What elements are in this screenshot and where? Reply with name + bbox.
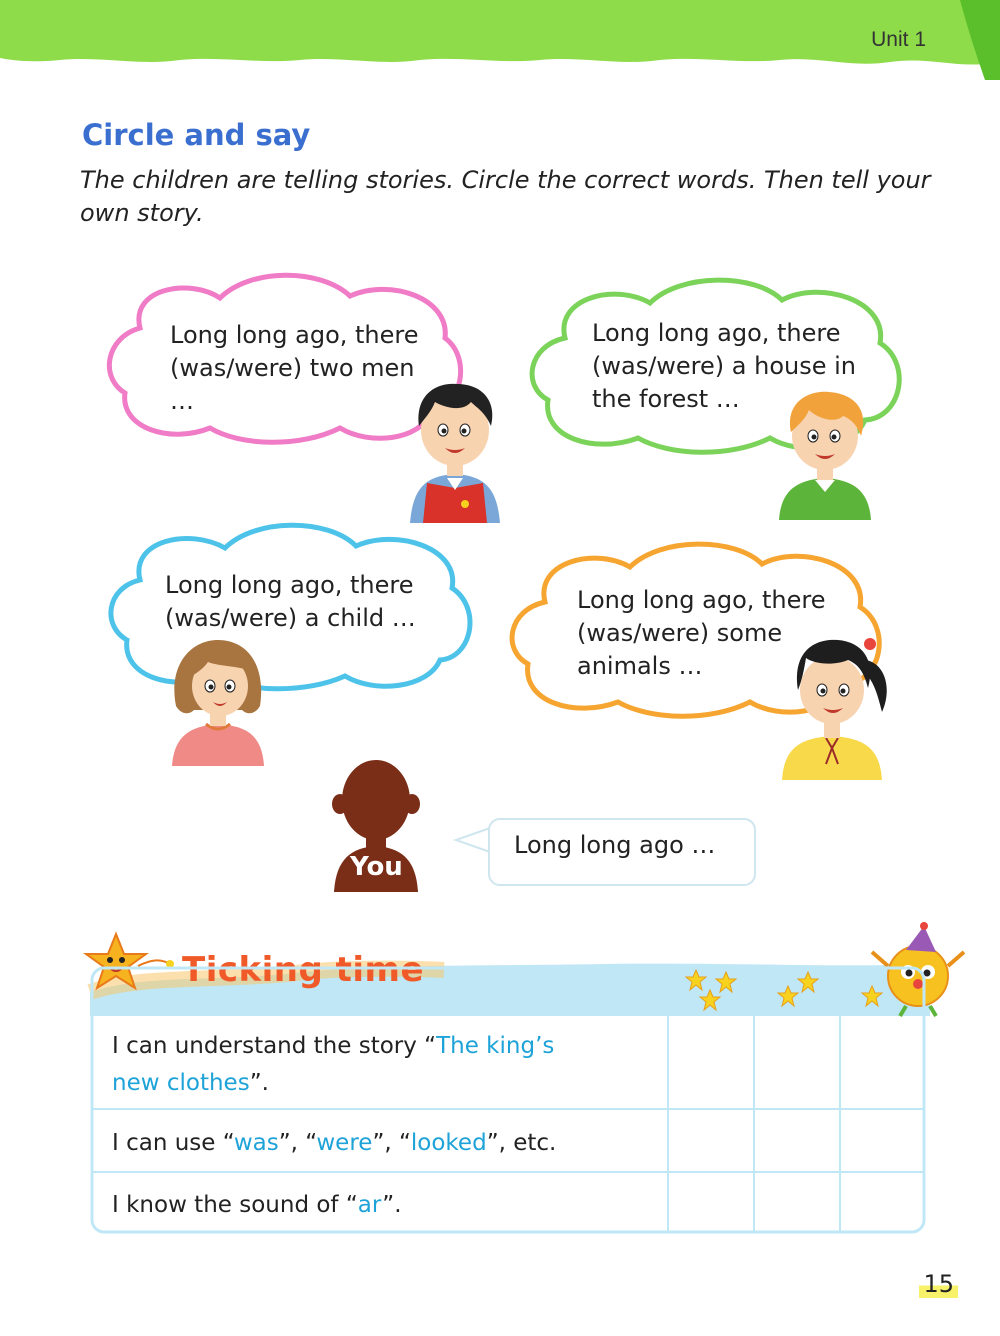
row-2-highlight-b: were	[316, 1130, 373, 1156]
girl-black-hair-illustration	[778, 630, 893, 780]
bubble-1-line-2: (was/were) two men	[170, 354, 415, 382]
page-number: 15	[919, 1270, 958, 1298]
bubble-3-text	[165, 569, 416, 635]
bubble-1-text	[170, 319, 419, 418]
bubble-4-line-1: Long long ago, there	[577, 586, 826, 614]
section-title: Circle and say	[82, 118, 311, 152]
row-2-highlight-c: looked	[410, 1130, 487, 1156]
you-speech-text: Long long ago …	[514, 831, 716, 859]
you-speech-tail	[452, 822, 492, 862]
ticking-row-2	[112, 1125, 652, 1162]
row-1-highlight-b: new clothes	[112, 1070, 250, 1096]
bubble-2-line-3: the forest …	[592, 385, 740, 413]
row-3-highlight-a: ar	[357, 1192, 383, 1218]
ticking-row-3	[112, 1187, 652, 1224]
row-1-text-b: ”.	[249, 1070, 269, 1096]
row-2-text-a: I can use “	[112, 1130, 234, 1156]
top-banner	[0, 0, 1000, 80]
instructions-text: The children are telling stories. Circle the correct words. Then tell your own story.	[80, 166, 931, 227]
bubble-1-line-1: Long long ago, there	[170, 321, 419, 349]
row-1-highlight-a: The king’s	[436, 1033, 555, 1059]
bubble-4-line-3: animals …	[577, 652, 703, 680]
row-2-highlight-a: was	[233, 1130, 279, 1156]
ticking-time-title: Ticking time	[182, 950, 425, 990]
bubble-2-line-1: Long long ago, there	[592, 319, 841, 347]
row-2-text-c: ”, “	[372, 1130, 411, 1156]
bubble-4-line-2: (was/were) some	[577, 619, 783, 647]
row-3-text-a: I know the sound of “	[112, 1192, 358, 1218]
you-label: You	[350, 852, 403, 882]
boy-blonde-hair-illustration	[775, 388, 875, 520]
boy-black-hair-illustration	[405, 378, 505, 523]
ticking-row-1	[112, 1028, 652, 1102]
bubble-3-line-1: Long long ago, there	[165, 571, 414, 599]
bubble-1-line-3: …	[170, 387, 194, 415]
row-2-text-b: ”, “	[278, 1130, 317, 1156]
row-1-text-a: I can understand the story “	[112, 1033, 437, 1059]
row-3-text-b: ”.	[382, 1192, 402, 1218]
bubble-2-line-2: (was/were) a house in	[592, 352, 856, 380]
bubble-3-line-2: (was/were) a child …	[165, 604, 416, 632]
row-2-text-d: ”, etc.	[486, 1130, 557, 1156]
unit-label: Unit 1	[871, 28, 926, 51]
girl-brown-hair-illustration	[168, 636, 268, 766]
